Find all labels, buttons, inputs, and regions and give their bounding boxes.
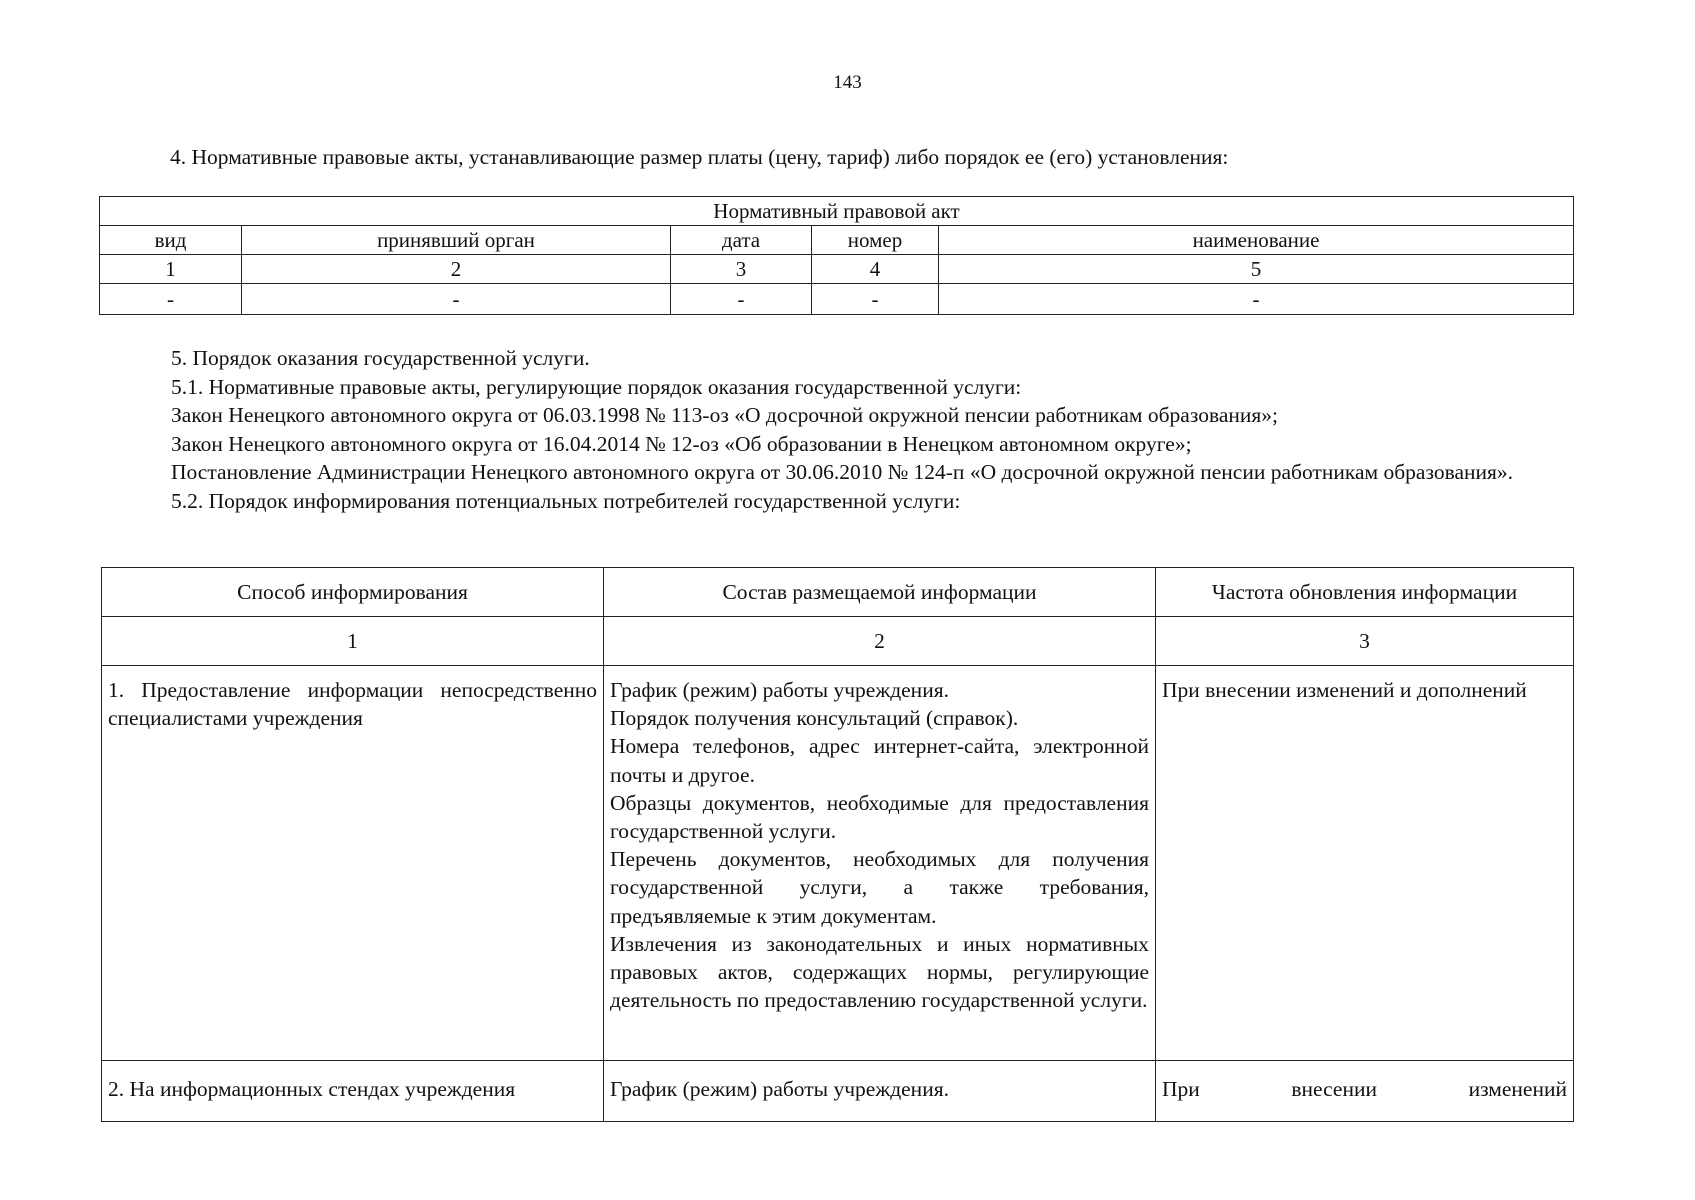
acts-cell: - [100, 284, 242, 315]
info-content-item: График (режим) работы учреждения. [610, 1077, 949, 1101]
acts-col-date: дата [671, 226, 812, 255]
info-content-item: Порядок получения консультаций (справок). [610, 706, 1019, 731]
acts-col-title: наименование [939, 226, 1574, 255]
info-content-item: Перечень документов, необходимых для получения государственной услуги, а также требования, предъявляемые к этим документам. [610, 847, 1149, 928]
info-content-item: Извлечения из законодательных и иных нормативных правовых актов, содержащих нормы, регулирующие деятельность по предоставлению государственной услуги. [610, 931, 1149, 1013]
legal-act-item: Закон Ненецкого автономного округа от 16.04.2014 № 12-оз «Об образовании в Ненецком автономном округе»; [171, 431, 1192, 456]
acts-cell: - [812, 284, 939, 315]
info-contents [604, 666, 1156, 1061]
acts-group-header: Нормативный правовой акт [100, 197, 1574, 226]
info-frequency [1156, 1061, 1574, 1122]
legal-act-item: Закон Ненецкого автономного округа от 06.03.1998 № 113-оз «О досрочной окружной пенсии работникам образования»; [171, 403, 1278, 428]
info-content-item: Номера телефонов, адрес интернет-сайта, электронной почты и другое. [610, 734, 1149, 787]
info-frequency-text: При внесении изменений и дополнений [1162, 678, 1527, 702]
table-row [100, 284, 1574, 315]
acts-colnum: 4 [812, 255, 939, 284]
acts-colnum: 2 [242, 255, 671, 284]
section-5-1-heading: 5.1. Нормативные правовые акты, регулирующие порядок оказания государственной услуги: [171, 374, 1022, 399]
acts-colnum: 5 [939, 255, 1574, 284]
info-method [102, 666, 604, 1061]
info-colnum: 2 [604, 617, 1156, 666]
acts-col-authority: принявший орган [242, 226, 671, 255]
info-contents [604, 1061, 1156, 1122]
acts-colnum: 1 [100, 255, 242, 284]
info-content-item: График (режим) работы учреждения. [610, 678, 949, 702]
acts-cell: - [671, 284, 812, 315]
acts-cell: - [242, 284, 671, 315]
acts-colnum: 3 [671, 255, 812, 284]
info-colnum: 1 [102, 617, 604, 666]
legal-acts-table [99, 196, 1574, 315]
table-row [102, 666, 1574, 1061]
info-colnum: 3 [1156, 617, 1574, 666]
info-method [102, 1061, 604, 1122]
information-table [101, 567, 1574, 1122]
page-number: 143 [833, 72, 862, 93]
section-5-2-heading: 5.2. Порядок информирования потенциальных потребителей государственной услуги: [171, 488, 961, 513]
info-frequency-text: При внесении изменений [1162, 1077, 1567, 1101]
legal-act-item: Постановление Администрации Ненецкого автономного округа от 30.06.2010 № 124-п «О досрочной окружной пенсии работникам образования». [171, 460, 1514, 485]
section-4-heading: 4. Нормативные правовые акты, устанавливающие размер платы (цену, тариф) либо порядок ее (его) установления: [170, 145, 1229, 169]
info-col-frequency: Частота обновления информации [1156, 568, 1574, 617]
section-5 [99, 344, 1573, 516]
acts-col-type: вид [100, 226, 242, 255]
acts-col-number: номер [812, 226, 939, 255]
info-col-method: Способ информирования [102, 568, 604, 617]
info-content-item: Образцы документов, необходимые для предоставления государственной услуги. [610, 790, 1149, 844]
info-method-text: 1. Предоставление информации непосредственно специалистами учреждения [108, 678, 597, 731]
table-row [102, 1061, 1574, 1122]
info-col-contents: Состав размещаемой информации [604, 568, 1156, 617]
info-frequency [1156, 666, 1574, 1061]
acts-cell: - [939, 284, 1574, 315]
info-method-text: 2. На информационных стендах учреждения [108, 1077, 516, 1101]
section-5-heading: 5. Порядок оказания государственной услуги. [171, 346, 590, 370]
